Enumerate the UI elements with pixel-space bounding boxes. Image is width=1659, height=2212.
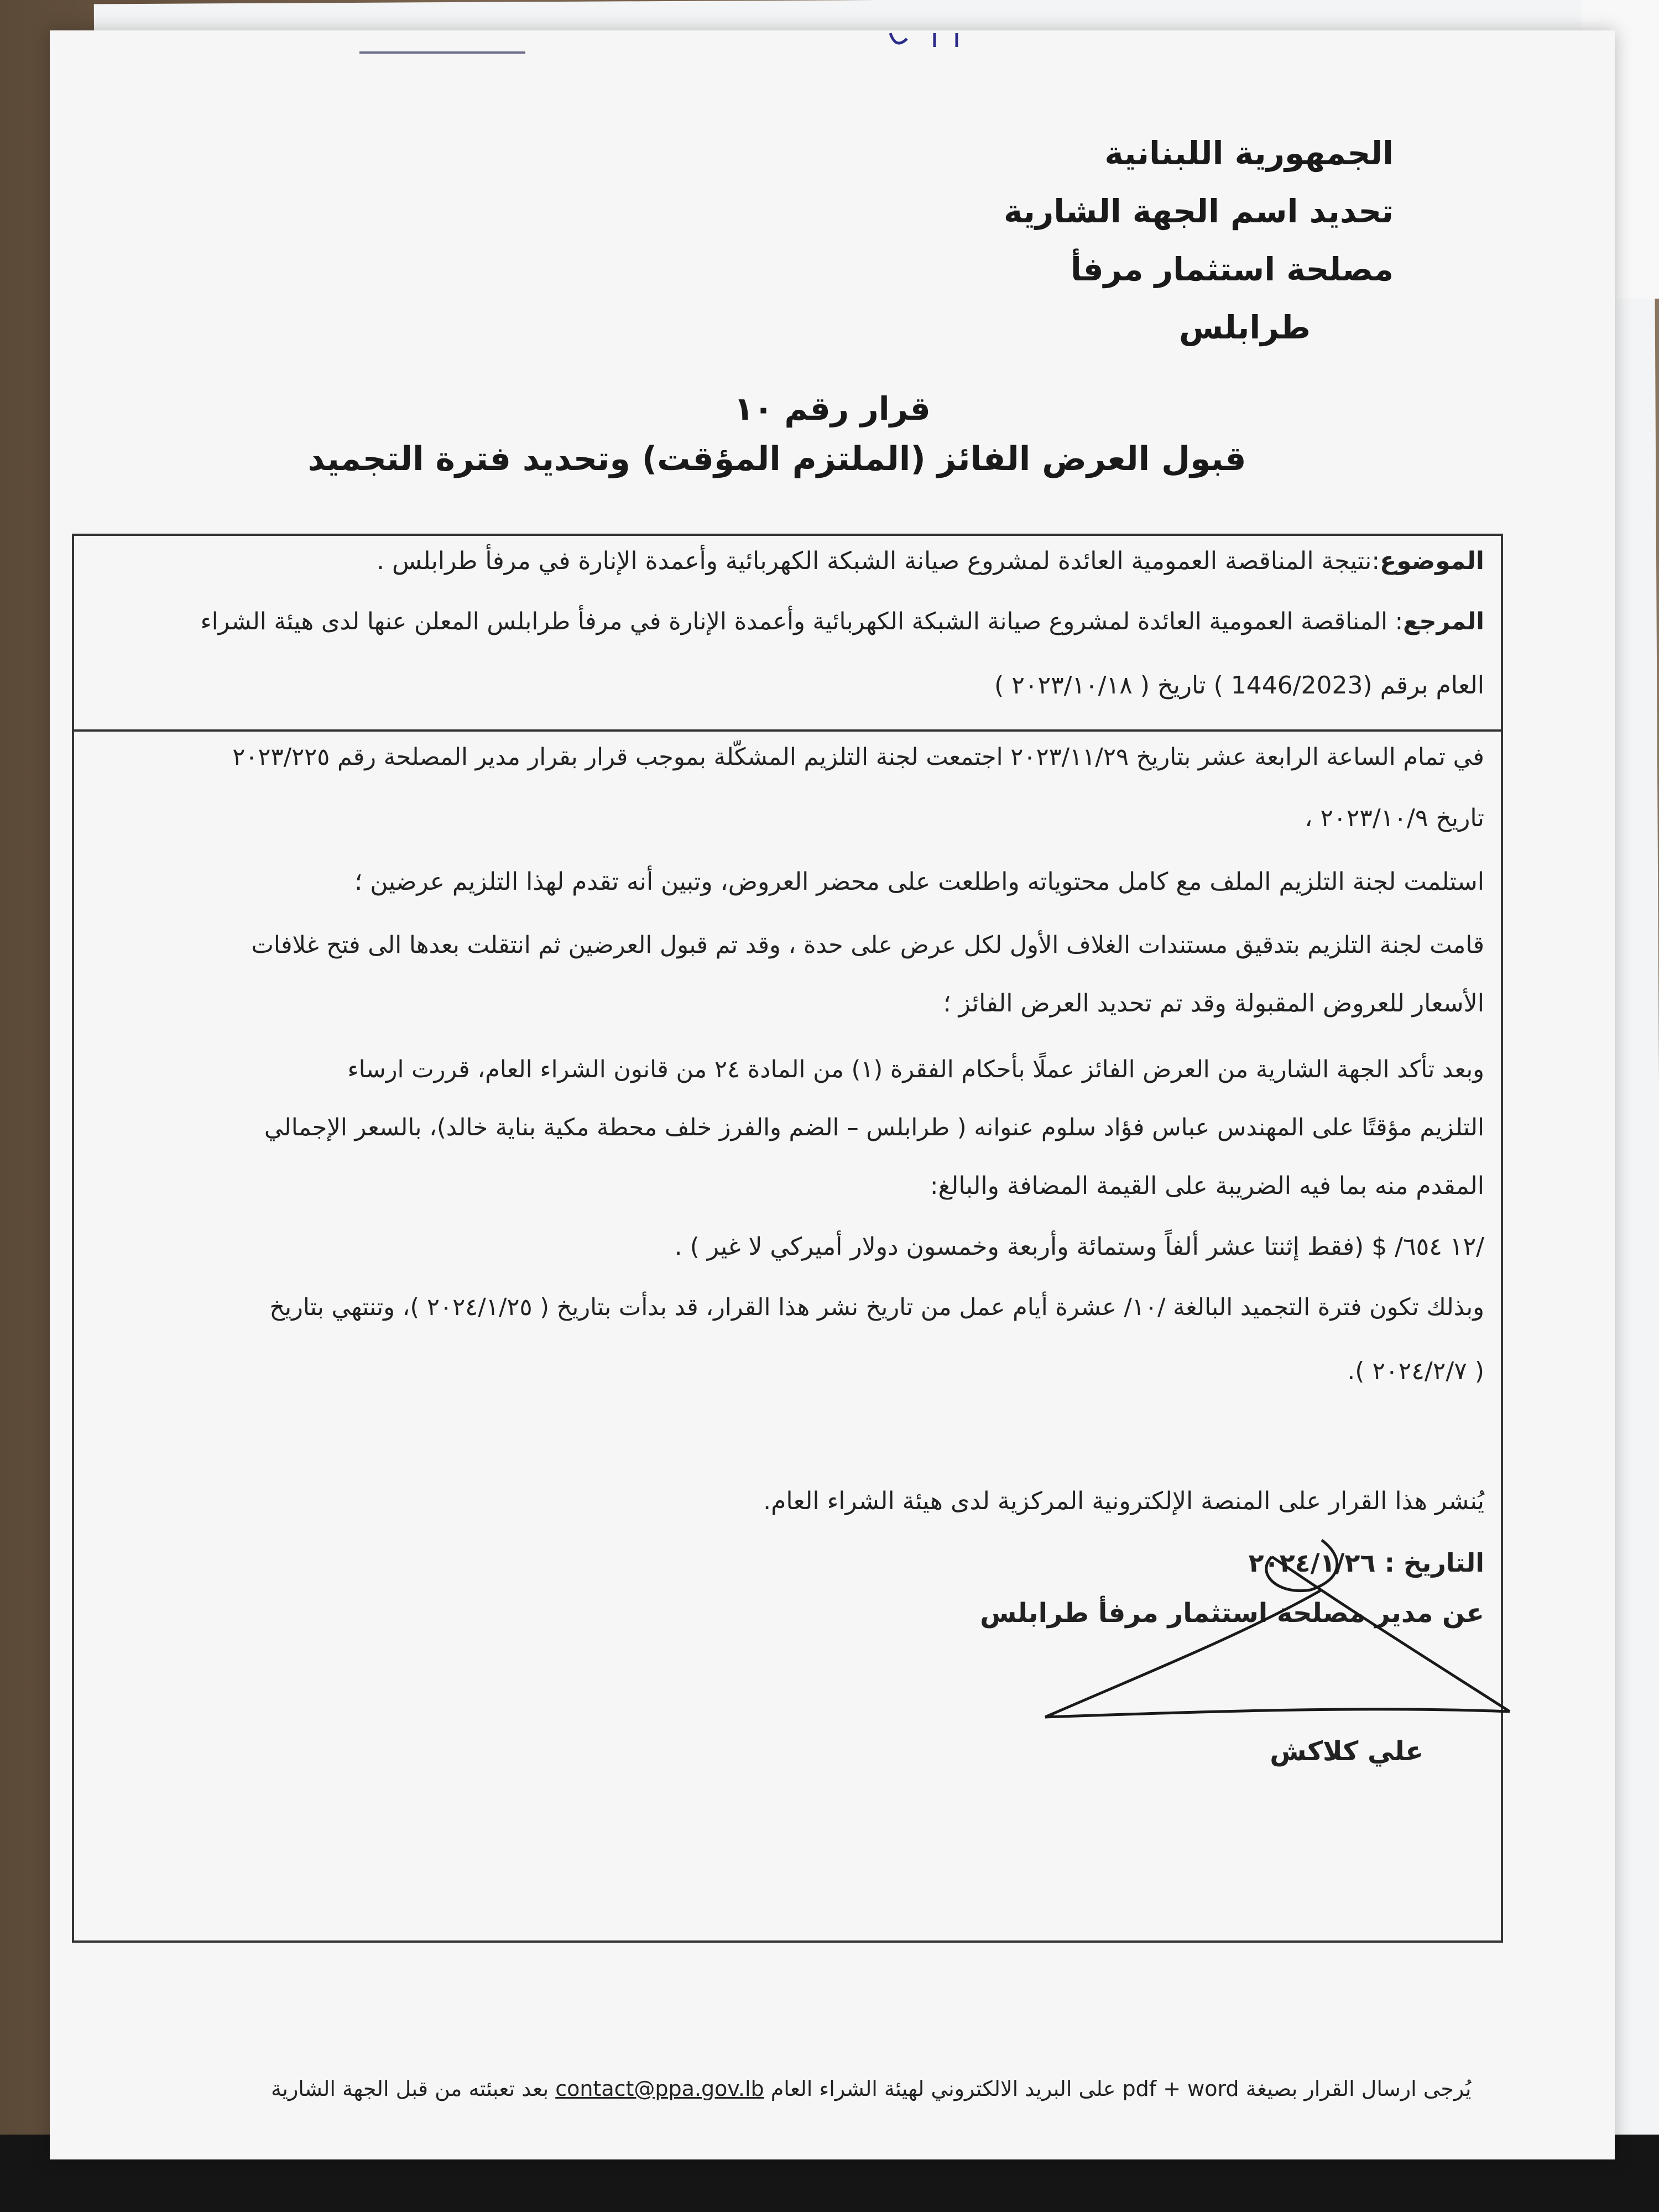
body-p1-line2: تاريخ ٢٠٢٣/١٠/٩ ، bbox=[1305, 804, 1484, 832]
date-label: التاريخ : bbox=[1384, 1548, 1484, 1578]
body-p3-line2: الأسعار للعروض المقبولة وقد تم تحديد العرض الفائز ؛ bbox=[943, 989, 1484, 1018]
decision-number: قرار رقم ١٠ bbox=[734, 390, 931, 427]
date-value: ٢٠٢٤/١/٢٦ bbox=[1248, 1548, 1376, 1578]
reference-label: المرجع bbox=[1403, 608, 1484, 635]
body-p3-line1: قامت لجنة التلزيم بتدقيق مستندات الغلاف الأول لكل عرض على حدة ، وقد تم قبول العرضين ثم انتقلت بعدها الى فتح غلافات bbox=[251, 931, 1484, 959]
handwritten-signature bbox=[1034, 1524, 1532, 1745]
body-p4-line3: المقدم منه بما فيه الضريبة على القيمة المضافة والبالغ: bbox=[930, 1172, 1484, 1200]
footer-email-link[interactable]: contact@ppa.gov.lb bbox=[555, 2077, 764, 2101]
subject-line bbox=[377, 547, 1484, 575]
footer-instruction: يُرجى ارسال القرار بصيغة pdf + word على البريد الالكتروني لهيئة الشراء العام bbox=[770, 2077, 1472, 2101]
subject-reference-section bbox=[74, 536, 1501, 732]
subject-label: الموضوع bbox=[1380, 547, 1484, 575]
body-p4-line2: التلزيم مؤقتًا على المهندس عباس فؤاد سلوم عنوانه ( طرابلس – الضم والفرز خلف محطة مكية بناية خالد)، بالسعر الإجمالي bbox=[264, 1114, 1484, 1141]
publication-note: يُنشر هذا القرار على المنصة الإلكترونية المركزية لدى هيئة الشراء العام. bbox=[763, 1487, 1484, 1515]
body-p2: استلمت لجنة التلزيم الملف مع كامل محتوياته واطلعت على محضر العروض، وتبين أنه تقدم لهذا التلزيم عرضين ؛ bbox=[354, 868, 1484, 896]
pen-marks-top bbox=[326, 30, 1211, 64]
awarded-amount: /١٢ ٦٥٤/ $ (فقط إثنتا عشر ألفاً وستمائة وأربعة وخمسون دولار أميركي لا غير ) . bbox=[674, 1233, 1484, 1261]
on-behalf-line: عن مدير مصلحة استثمار مرفأ طرابلس bbox=[980, 1598, 1484, 1629]
reference-text-1: : المناقصة العمومية العائدة لمشروع صيانة الشبكة الكهربائية وأعمدة الإنارة في مرفأ طرابلس المعلن عنها لدى هيئة الشراء bbox=[200, 608, 1404, 635]
subject-text: :نتيجة المناقصة العمومية العائدة لمشروع صيانة الشبكة الكهربائية وأعمدة الإنارة في مرفأ طرابلس . bbox=[377, 547, 1380, 575]
header-city: طرابلس bbox=[1178, 309, 1311, 346]
reference-line-1 bbox=[201, 608, 1485, 635]
decision-title: قبول العرض الفائز (الملتزم المؤقت) وتحديد فترة التجميد bbox=[307, 440, 1246, 478]
document-page bbox=[50, 30, 1615, 2159]
header-authority: مصلحة استثمار مرفأ bbox=[1070, 251, 1394, 288]
issuer-header bbox=[1004, 124, 1394, 357]
header-country: الجمهورية اللبنانية bbox=[1104, 134, 1394, 172]
body-p4-line1: وبعد تأكد الجهة الشارية من العرض الفائز عملًا بأحكام الفقرة (١) من المادة ٢٤ من قانون الشراء العام، قررت ارساء bbox=[347, 1056, 1484, 1083]
header-entity-label: تحديد اسم الجهة الشارية bbox=[1003, 192, 1394, 230]
signatory-name: علي كلاكش bbox=[1270, 1736, 1423, 1767]
body-p5-line1: وبذلك تكون فترة التجميد البالغة /١٠/ عشرة أيام عمل من تاريخ نشر هذا القرار، قد بدأت بتاريخ ( ٢٠٢٤/١/٢٥ )، وتنتهي بتاريخ bbox=[269, 1293, 1484, 1321]
body-p1-line1: في تمام الساعة الرابعة عشر بتاريخ ٢٠٢٣/١١/٢٩ اجتمعت لجنة التلزيم المشكّلة بموجب قرار بقرار مدير المصلحة رقم ٢٠٢٣/٢٢٥ bbox=[232, 743, 1484, 771]
body-p5-line2: ( ٢٠٢٤/٢/٧ ). bbox=[1347, 1357, 1484, 1385]
footer-instruction-end: بعد تعبئته من قبل الجهة الشارية bbox=[271, 2077, 549, 2101]
reference-line-2: العام برقم (1446/2023 ) تاريخ ( ٢٠٢٣/١٠/١٨ ) bbox=[994, 671, 1484, 700]
submission-footer bbox=[271, 2077, 1471, 2101]
